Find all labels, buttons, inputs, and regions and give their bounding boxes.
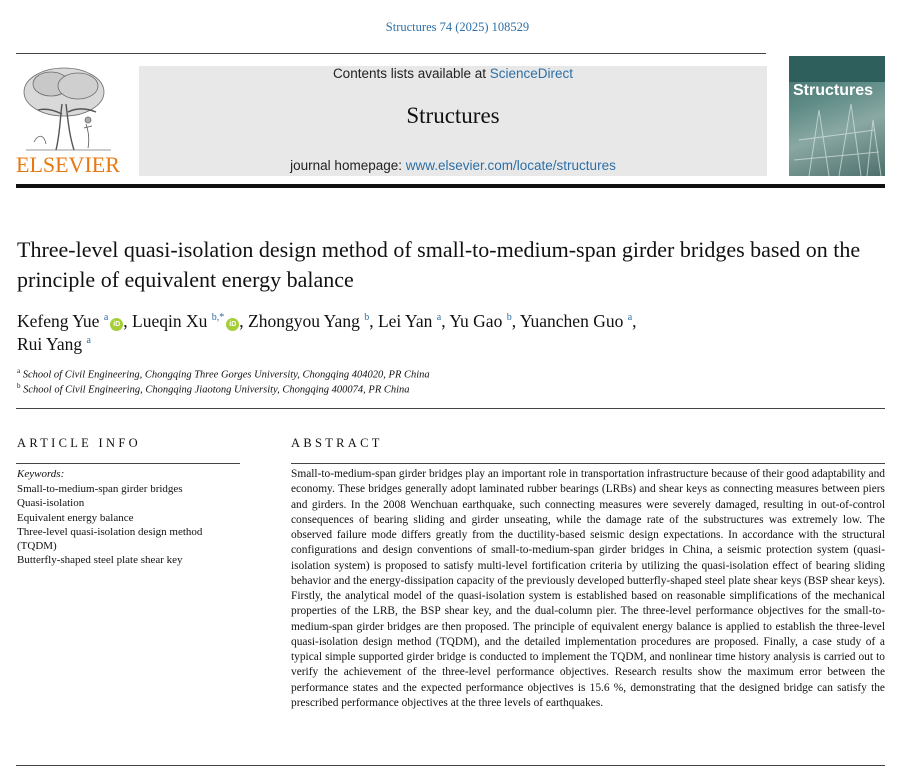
section-divider <box>16 408 885 409</box>
affiliation-b <box>17 382 887 396</box>
author-name[interactable]: Yuanchen Guo <box>519 311 624 331</box>
author-name[interactable]: Zhongyou Yang <box>248 311 360 331</box>
keyword-item: Butterfly-shaped steel plate shear key <box>17 554 183 567</box>
cover-building-graphic <box>789 100 885 176</box>
cover-title: Structures <box>793 82 874 99</box>
author-affiliation-sup[interactable]: a <box>103 312 109 324</box>
journal-title: Structures <box>406 103 500 128</box>
author-affiliation-sup[interactable]: b,* <box>211 312 225 324</box>
author-name[interactable]: Yu Gao <box>449 311 503 331</box>
journal-header-box <box>139 66 767 176</box>
author-affiliation-sup[interactable]: a <box>86 335 91 347</box>
elsevier-tree-icon <box>16 64 118 154</box>
elsevier-logo[interactable] <box>16 64 118 176</box>
keyword-item: Three-level quasi-isolation design method <box>17 525 203 538</box>
contents-prefix: Contents lists available at <box>332 66 490 81</box>
keyword-item: Quasi-isolation <box>17 497 85 510</box>
author-affiliation-sup[interactable]: b <box>506 312 512 324</box>
abstract-heading: ABSTRACT <box>291 436 383 450</box>
journal-citation-link[interactable]: Structures 74 (2025) 108529 <box>385 20 530 34</box>
affiliation-text: School of Civil Engineering, Chongqing Jiaotong University, Chongqing 400074, PR China <box>23 384 410 396</box>
keywords-list <box>17 482 242 568</box>
orcid-icon[interactable]: iD <box>110 318 123 331</box>
journal-cover-image[interactable] <box>789 56 885 176</box>
author-name[interactable]: Lueqin Xu <box>132 311 208 331</box>
affiliation-marker: a <box>17 367 21 375</box>
abstract-text: Small-to-medium-span girder bridges play an important role in transportation infrastructure because of their good adaptability and economy. These bridges generally adopt laminated rubber bearings (LRBs) and shear keys as connecting measures between piers and girders. In the 2008 Wenchuan earthquake, such connecting measures were severely damaged, resulting in out-of-control consequences of bearing sliding and girder unseating, while the damage rate of the substructures was extremely low. The observed failure mode differs greatly from the ductility-based seismic design expectations. In accordance with the structural configurations and design conventions of small-to-medium-span girder bridges in China, a seismic protection system (quasi-isolation system) is proposed to satisfy multi-level fortification criteria by utilizing the quasi-isolation effect of bearing sliding behavior and the energy-dissipation capacity of the previously developed butterfly-shaped steel plate shear keys (BSP shear keys). Firstly, the analytical model of the quasi-isolation system is established based on reasonable simplifications of the mechanical properties of the LRB, the BSP shear key, and the dual-column pier. The three-level performance objectives for the small-to-medium-span girder bridges are then proposed. The principle of equivalent energy balance is applied to establish the three-level quasi-isolation design method (TQDM), and the detailed implementation procedures are proposed. Finally, a case study of a typical simple supported girder bridge is conducted to implement the TQDM, and nonlinear time history analysis is carried out to verify the achievement of the three-level performance objectives. Research results show the maximum error between the performance states and the expected performance objectives is 15.6 %, demonstrating that the designed bridge can satisfy the prescribed performance objectives at the three levels of earthquakes. <box>291 468 885 709</box>
author-name[interactable]: Rui Yang <box>17 334 83 354</box>
elsevier-wordmark: ELSEVIER <box>16 152 120 177</box>
header-top-rule <box>16 53 766 54</box>
affiliation-marker: b <box>17 382 21 390</box>
author-list: Kefeng Yue $^a$iD , Lueqin Xu $^{b,*}$iD , Zhongyou Yang $^b$, Lei Yan $^a$, Yu Gao $^b$, Yuanchen Guo $^a$, Rui Yang $^a$ <box>17 311 637 354</box>
contents-availability <box>139 66 767 81</box>
homepage-prefix: journal homepage: <box>290 158 406 173</box>
keyword-item: Small-to-medium-span girder bridges <box>17 483 183 495</box>
affiliation-text: School of Civil Engineering, Chongqing Three Gorges University, Chongqing 404020, PR China <box>22 369 430 381</box>
orcid-icon[interactable]: iD <box>226 318 239 331</box>
author-affiliation-sup[interactable]: a <box>436 312 442 324</box>
author-affiliation-sup[interactable]: b <box>364 312 370 324</box>
affiliation-a <box>17 367 887 381</box>
abstract-rule <box>291 463 885 464</box>
author-affiliation-sup[interactable]: a <box>627 312 633 324</box>
keyword-item: (TQDM) <box>17 540 57 553</box>
keywords-label: Keywords: <box>17 468 65 480</box>
cover-banner <box>789 56 885 82</box>
journal-homepage-link[interactable]: www.elsevier.com/locate/structures <box>405 158 616 173</box>
journal-homepage <box>139 158 767 173</box>
bottom-rule <box>16 765 885 766</box>
article-title: Three-level quasi-isolation design method of small-to-medium-span girder bridges based on the principle of equivalent energy balance <box>17 237 861 292</box>
sciencedirect-link[interactable]: ScienceDirect <box>489 66 574 81</box>
author-name[interactable]: Lei Yan <box>377 311 433 331</box>
article-info-heading: ARTICLE INFO <box>17 436 141 450</box>
author-name[interactable]: Kefeng Yue <box>17 311 100 331</box>
header-thick-rule <box>16 184 885 188</box>
article-info-rule <box>16 463 240 464</box>
keyword-item: Equivalent energy balance <box>17 511 134 524</box>
